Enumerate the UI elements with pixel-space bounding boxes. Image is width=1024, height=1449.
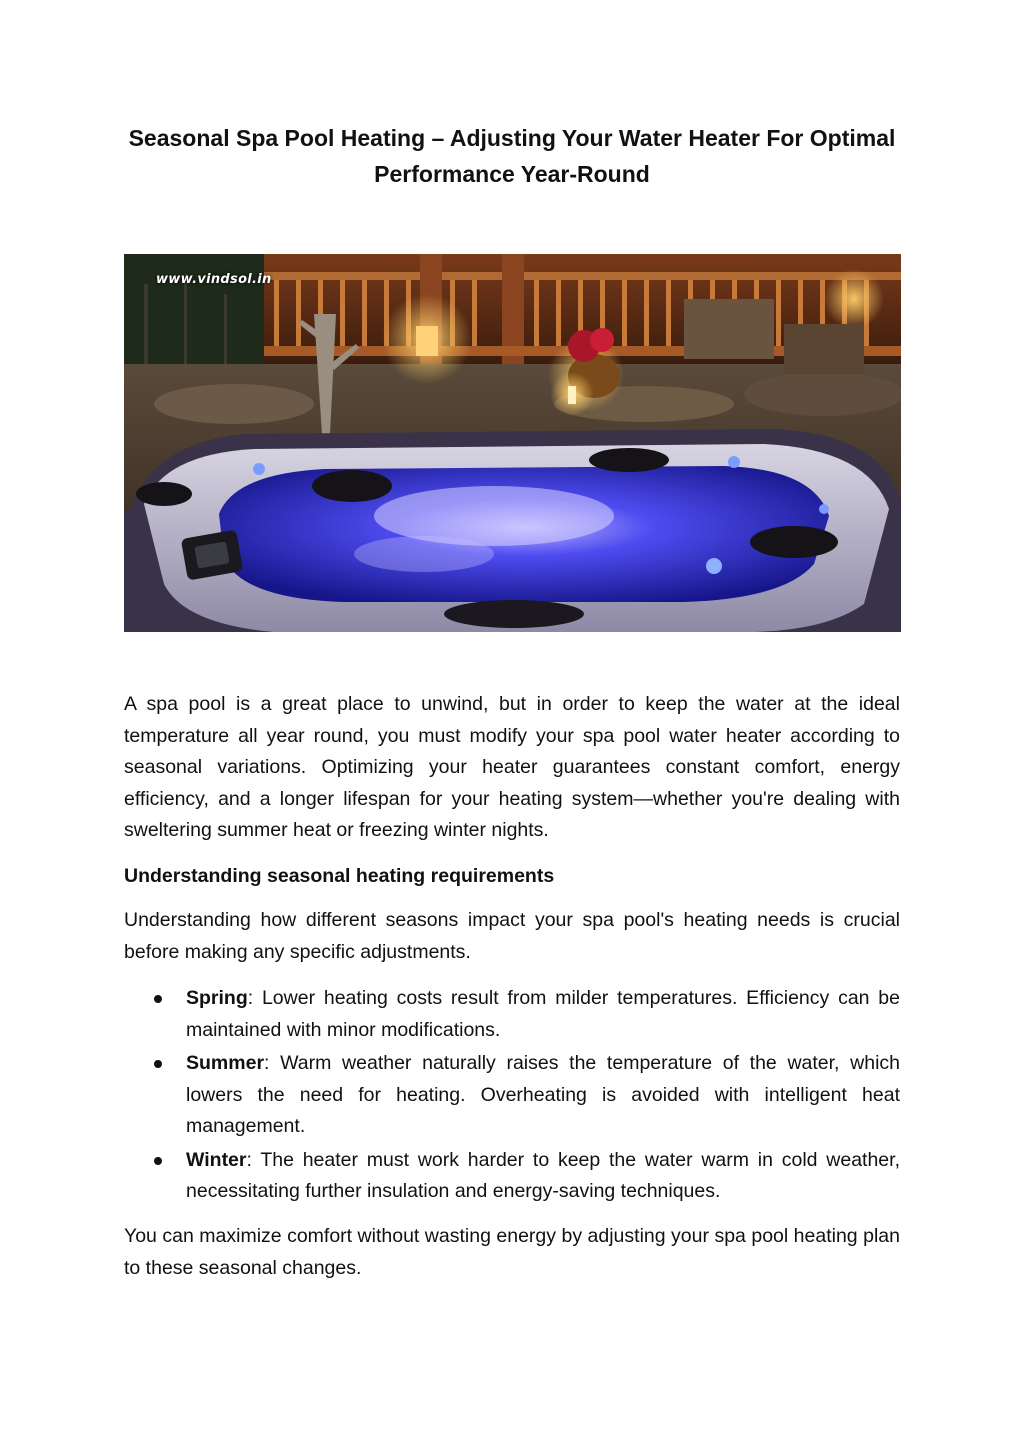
section-intro-paragraph: Understanding how different seasons impact your spa pool's heating needs is crucial before making any specific adjustments. [124,909,900,963]
list-item-term: Winter [186,1148,247,1171]
bullet-icon [154,995,162,1003]
intro-paragraph: A spa pool is a great place to unwind, but in order to keep the water at the ideal temperature all year round, you must modify your spa pool water heater according to seasonal variations. Optimizing your heater guarantees constant comfort, energy efficiency, and a longer lifespan for your heating system—whether you're dealing with sweltering summer heat or freezing winter nights. [124,693,900,841]
list-item-text: : Warm weather naturally raises the temperature of the water, which lowers the need for heating. Overheating is avoided with intelligent heat management. [186,1052,900,1137]
list-item-term: Spring [186,987,248,1009]
list-item-text: : The heater must work harder to keep the water warm in cold weather, necessitating further insulation and energy-saving techniques. [186,1148,900,1202]
conclusion-paragraph: You can maximize comfort without wasting energy by adjusting your spa pool heating plan to these seasonal changes. [124,1225,900,1279]
section-heading: Understanding seasonal heating requirements [124,865,555,887]
hot-tub-illustration [124,254,901,632]
document-title: Seasonal Spa Pool Heating – Adjusting Your Water Heater For Optimal Performance Year-Round [128,125,896,187]
hot-tub-photo [124,254,901,632]
list-item-text: : Lower heating costs result from milder temperatures. Efficiency can be maintained with minor modifications. [186,987,900,1041]
list-item-term: Summer [186,1052,265,1074]
bullet-icon [154,1157,162,1165]
list-item-summer [124,1048,900,1143]
bullet-icon [154,1060,162,1068]
list-item-spring [124,983,900,1046]
image-watermark: www.vindsol.in [156,272,272,287]
list-item-winter [124,1145,900,1208]
seasons-list [124,983,900,1210]
